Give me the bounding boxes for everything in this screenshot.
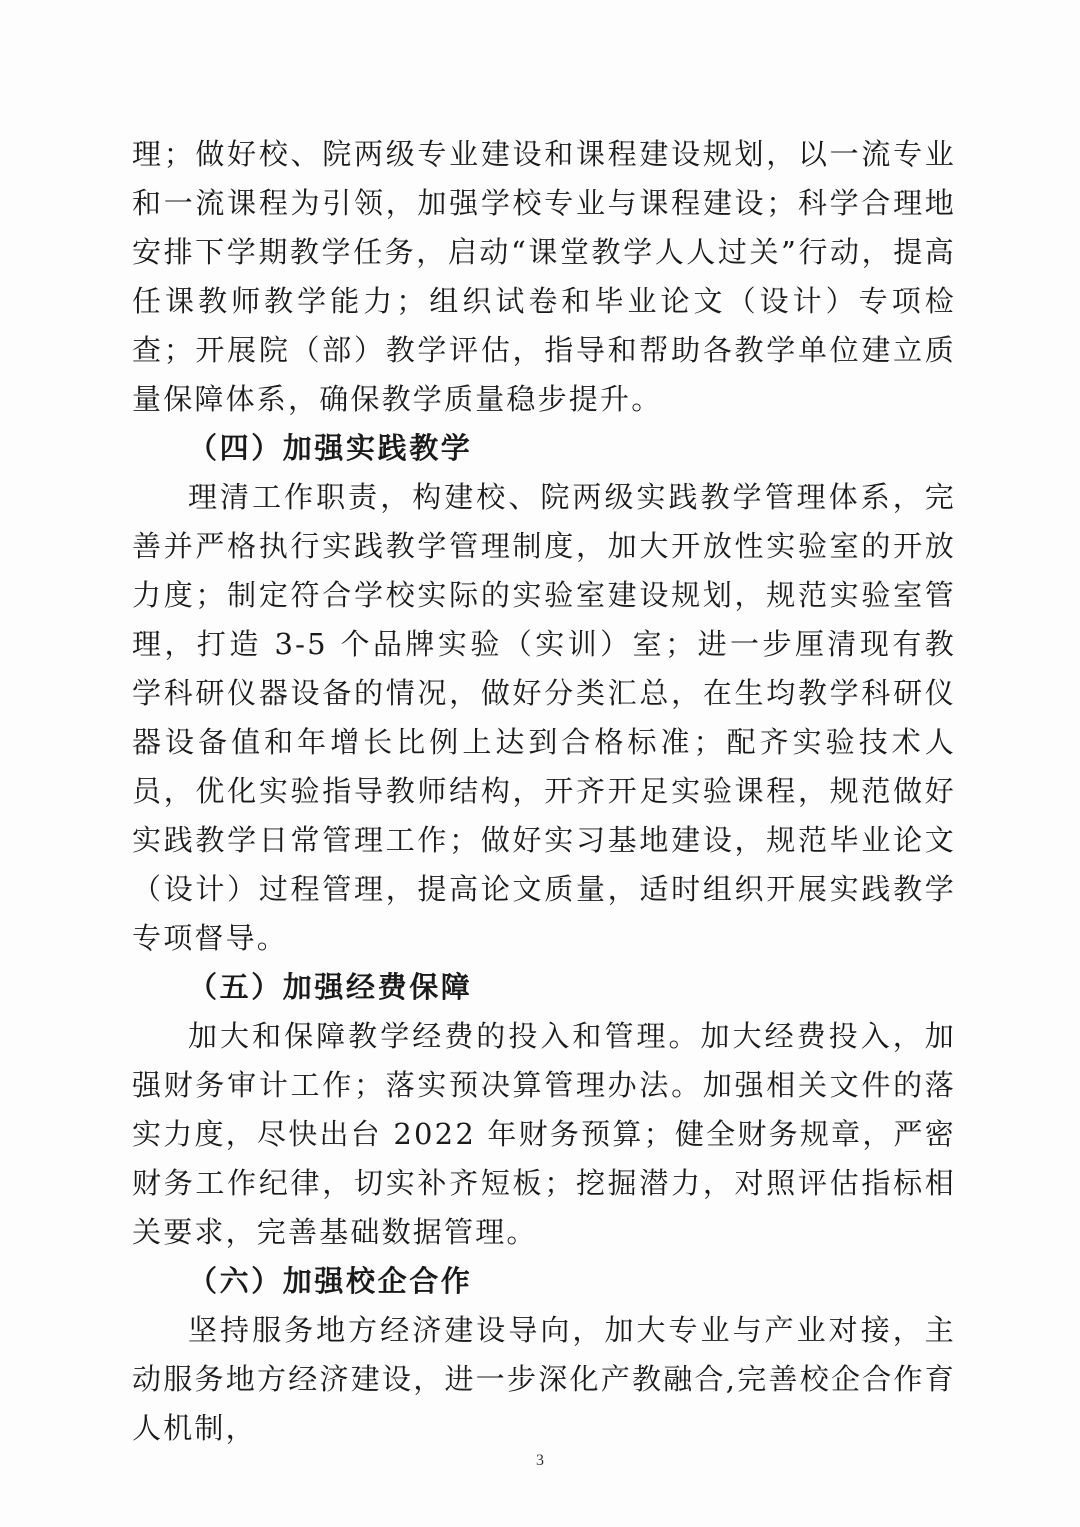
section-body-5: 加大和保障教学经费的投入和管理。加大经费投入，加强财务审计工作；落实预决算管理办法。加强相关文件的落实力度，尽快出台 2022 年财务预算；健全财务规章，严密财务工作纪律，切实补齐短板；挖掘潜力，对照评估指标相关要求，完善基础数据管理。 xyxy=(132,1019,956,1249)
section-heading-5: （五）加强经费保障 xyxy=(188,970,473,1004)
document-body xyxy=(132,130,956,1453)
section-heading-4: （四）加强实践教学 xyxy=(188,431,473,465)
section-heading-6: （六）加强校企合作 xyxy=(188,1264,473,1298)
page-number: 3 xyxy=(536,1452,544,1469)
section-body-4: 理清工作职责，构建校、院两级实践教学管理体系，完善并严格执行实践教学管理制度，加大开放性实验室的开放力度；制定符合学校实际的实验室建设规划，规范实验室管理，打造 3-5 个品牌实验（实训）室；进一步厘清现有教学科研仪器设备的情况，做好分类汇总，在生均教学科研仪器设备值和年增长比例上达到合格标准；配齐实验技术人员，优化实验指导教师结构，开齐开足实验课程，规范做好实践教学日常管理工作；做好实习基地建设，规范毕业论文（设计）过程管理，提高论文质量，适时组织开展实践教学专项督导。 xyxy=(132,480,956,955)
paragraph-continued: 理；做好校、院两级专业建设和课程建设规划，以一流专业和一流课程为引领，加强学校专业与课程建设；科学合理地安排下学期教学任务，启动“课堂教学人人过关”行动，提高任课教师教学能力；组织试卷和毕业论文（设计）专项检查；开展院（部）教学评估，指导和帮助各教学单位建立质量保障体系，确保教学质量稳步提升。 xyxy=(132,137,956,416)
section-body-6: 坚持服务地方经济建设导向，加大专业与产业对接，主动服务地方经济建设，进一步深化产教融合,完善校企合作育人机制， xyxy=(132,1313,956,1445)
